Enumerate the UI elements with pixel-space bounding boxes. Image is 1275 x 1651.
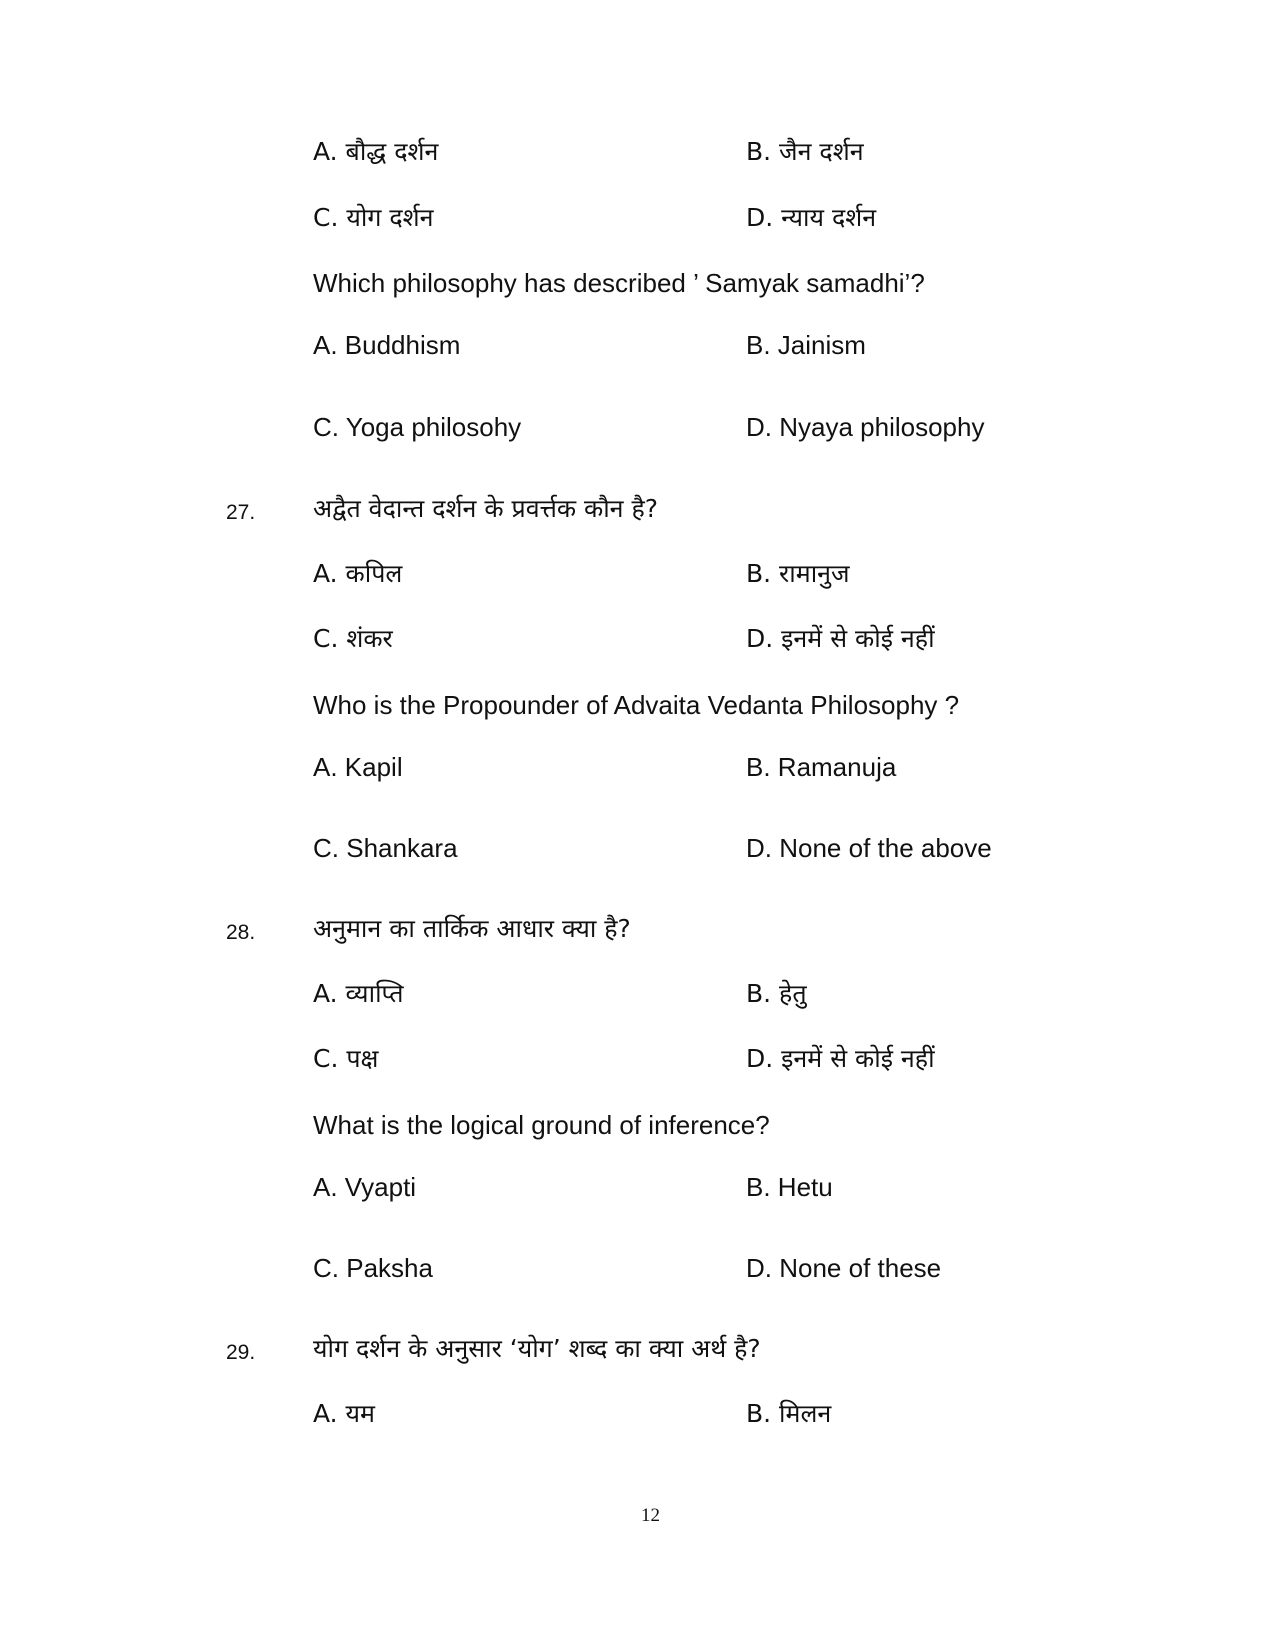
question-text-hindi: योग दर्शन के अनुसार ‘योग’ शब्द का क्या अर्थ है? bbox=[313, 1334, 761, 1363]
question-text-hindi: अद्वैत वेदान्त दर्शन के प्रवर्त्तक कौन है? bbox=[313, 494, 659, 523]
option-b-hindi: B. मिलन bbox=[746, 1399, 832, 1428]
question-text-english: Who is the Propounder of Advaita Vedanta Philosophy ? bbox=[313, 690, 960, 720]
option-c-hindi: C. शंकर bbox=[313, 624, 393, 653]
option-b-english: B. Jainism bbox=[746, 330, 866, 360]
option-a-hindi: A. कपिल bbox=[313, 559, 403, 588]
option-b-hindi: B. रामानुज bbox=[746, 559, 850, 588]
option-b-english: B. Ramanuja bbox=[746, 752, 897, 782]
question-number: 29. bbox=[226, 1341, 256, 1364]
option-c-hindi: C. योग दर्शन bbox=[313, 203, 434, 232]
page-number: 12 bbox=[641, 1505, 660, 1526]
option-b-english: B. Hetu bbox=[746, 1172, 833, 1202]
option-a-english: A. Kapil bbox=[313, 752, 403, 782]
option-b-hindi: B. हेतु bbox=[746, 979, 807, 1008]
option-a-hindi: A. व्याप्ति bbox=[313, 979, 404, 1008]
option-c-english: C. Paksha bbox=[313, 1253, 433, 1283]
option-d-hindi: D. इनमें से कोई नहीं bbox=[746, 624, 935, 653]
question-text-hindi: अनुमान का तार्किक आधार क्या है? bbox=[313, 914, 631, 943]
option-d-english: D. Nyaya philosophy bbox=[746, 412, 985, 442]
option-b-hindi: B. जैन दर्शन bbox=[746, 137, 864, 166]
question-number: 27. bbox=[226, 501, 256, 524]
option-d-hindi: D. न्याय दर्शन bbox=[746, 203, 877, 232]
question-text-english: Which philosophy has described ’ Samyak samadhi’? bbox=[313, 268, 925, 298]
question-text-english: What is the logical ground of inference? bbox=[313, 1110, 770, 1140]
option-a-hindi: A. बौद्ध दर्शन bbox=[313, 137, 439, 166]
option-c-hindi: C. पक्ष bbox=[313, 1044, 379, 1073]
option-c-english: C. Yoga philosohy bbox=[313, 412, 522, 442]
question-number: 28. bbox=[226, 921, 256, 944]
option-a-hindi: A. यम bbox=[313, 1399, 376, 1428]
option-d-hindi: D. इनमें से कोई नहीं bbox=[746, 1044, 935, 1073]
option-c-english: C. Shankara bbox=[313, 833, 458, 863]
option-d-english: D. None of the above bbox=[746, 833, 992, 863]
option-a-english: A. Buddhism bbox=[313, 330, 461, 360]
option-a-english: A. Vyapti bbox=[313, 1172, 417, 1202]
option-d-english: D. None of these bbox=[746, 1253, 942, 1283]
